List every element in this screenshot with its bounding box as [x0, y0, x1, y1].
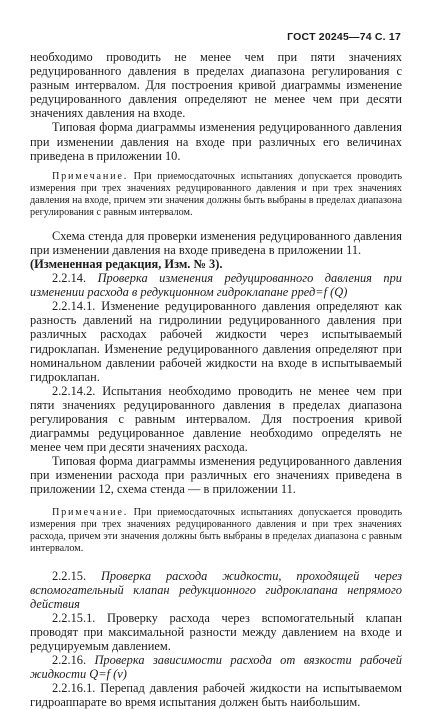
- paragraph-2-2-15: [30, 569, 402, 611]
- note-2-label: Примечание.: [52, 506, 129, 518]
- paragraph-2-2-14-1: 2.2.14.1. Изменение редуцированного давления определяют как разность давлений на гидролинии редуцированного давления при различных расходах рабочей жидкости через испытываемый гидроклапан. Изменение редуцированного давления определяют при номинальном давлении рабочей жидкости на входе в испытываемый гидроклапан.: [30, 299, 402, 384]
- section-number-2-2-16: 2.2.16.: [52, 653, 95, 668]
- section-title-2-2-15: Проверка расхода жидкости, проходящей через вспомогательный клапан редукционного гидроклапана непрямого действия: [30, 568, 402, 611]
- paragraph-2-2-15-1: 2.2.15.1. Проверку расхода через вспомогательный клапан проводят при максимальной разности между давлением на входе и редуцируемым давлением.: [30, 610, 402, 653]
- section-number-2-2-15: 2.2.15.: [52, 568, 101, 583]
- note-1-label: Примечание.: [52, 170, 129, 182]
- stand-scheme-text: Схема стенда для проверки изменения редуцированного давления при изменении давления на входе приведена в приложении 11.: [30, 228, 402, 257]
- paragraph-2-2-16-1: 2.2.16.1. Перепад давления рабочей жидкости на испытываемом гидроаппарате во время испытания должен быть наибольшим.: [30, 681, 402, 709]
- note-1: [30, 171, 402, 219]
- paragraph-stand-scheme: [30, 229, 402, 271]
- paragraph-typical-form-2: Типовая форма диаграммы изменения редуцированного давления при изменении расхода при различных его значениях приведена в приложении 12, схема стенда — в приложении 11.: [30, 454, 402, 497]
- section-title-2-2-14: Проверка изменения редуцированного давления при изменении расхода в редукционном гидроклапане pред=f (Q): [30, 271, 402, 300]
- paragraph-2-2-16: [30, 653, 402, 681]
- paragraph-typical-form: Типовая форма диаграммы изменения редуцированного давления при изменении давления на входе при различных его величинах приведена в приложении 10.: [30, 120, 402, 163]
- section-number-2-2-14: 2.2.14.: [52, 271, 98, 286]
- paragraph-2-2-14: [30, 271, 402, 299]
- note-2-text: При приемосдаточных испытаниях допускается проводить измерения при трех значениях редуцированного давления и при трех значениях расхода, причем эти значения должны быть выбраны в пределах диапазона с равным интервалом.: [30, 506, 402, 554]
- edit-note: (Измененная редакция, Изм. № 3).: [30, 256, 223, 271]
- paragraph-continuation: необходимо проводить не менее чем при пяти значениях редуцированного давления в пределах диапазона регулирования с разным интервалом. Для построения кривой диаграммы изменение редуцированного давления определяют не менее чем при десяти значениях давления на входе.: [30, 50, 402, 121]
- note-2: [30, 507, 402, 555]
- paragraph-2-2-14-2: 2.2.14.2. Испытания необходимо проводить не менее чем при пяти значениях редуцированного давления в пределах диапазона регулирования с равным интервалом. Для построения кривой диаграммы редуцированное давление необходимо определять не менее чем при десяти значениях расхода.: [30, 383, 402, 455]
- note-1-text: При приемосдаточных испытаниях допускается проводить измерения при трех значениях редуцированного давления и при трех значениях давления на входе, причем эти значения должны быть выбраны в пределах диапазона регулирования с равным интервалом.: [30, 170, 402, 218]
- page-content: [30, 50, 402, 709]
- section-title-2-2-16: Проверка зависимости расхода от вязкости рабочей жидкости Q=f (ν): [30, 653, 403, 682]
- page-header: ГОСТ 20245—74 С. 17: [287, 31, 401, 43]
